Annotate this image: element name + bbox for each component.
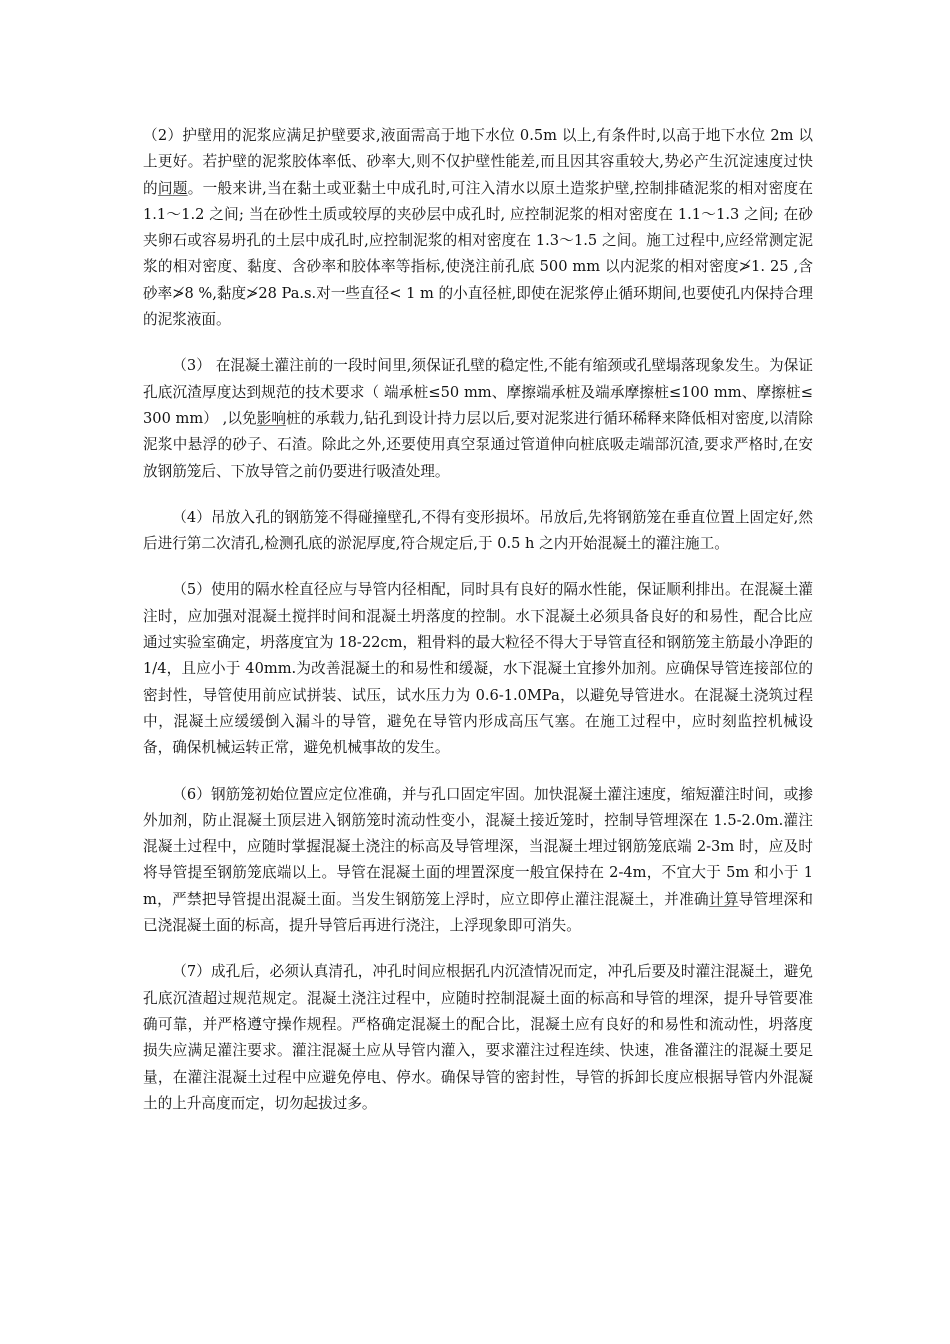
p6-text-1: （6）钢筋笼初始位置应定位准确，并与孔口固定牢固。加快混凝土灌注速度，缩短灌注时间，或掺外加剂，防止混凝土顶层进入钢筋笼时流动性变小，混凝土接近笼时，控制导管埋深在 1.5-2.0m.灌注混凝土过程中，应随时掌握混凝土浇注的标高及导管埋深，当混凝土埋过钢筋笼底端 2-3m 时，应及时将导管提至钢筋笼底端以上。导管在混凝土面的埋置深度一般宜保持在 2-4m，不宜大于 5m 和小于 1m，严禁把导管提出混凝土面。当发生钢筋笼上浮时，应立即停止灌注混凝土，并准确 [143, 785, 813, 908]
p7-text-1: （7）成孔后，必须认真清孔，冲孔时间应根据孔内沉渣情况而定，冲孔后要及时灌注混凝土，避免孔底沉渣超过规范规定。混凝土浇注过程中，应随时控制混凝土面的标高和导管的埋深，提升导管要准确可靠，并严格遵守操作规程。严格确定混凝土的配合比，混凝土应有良好的和易性和流动性，坍落度损失应满足灌注要求。灌注混凝土应从导管内灌入，要求灌注过程连续、快速，准备灌注的混凝土要足量，在灌注混凝土过程中应避免停电、停水。确保导管的密封性，导管的拆卸长度应根据导管内外混凝土的上升高度而定，切勿起拔过多。 [143, 963, 813, 1112]
link-jisuan[interactable]: 计算 [708, 890, 739, 908]
paragraph-2 [143, 123, 813, 333]
paragraph-4 [143, 505, 813, 558]
p5-text-1: （5）使用的隔水栓直径应与导管内径相配，同时具有良好的隔水性能，保证顺利排出。在混凝土灌注时，应加强对混凝土搅拌时间和混凝土坍落度的控制。水下混凝土必须具备良好的和易性，配合比应通过实验室确定，坍落度宜为 18-22cm，粗骨料的最大粒径不得大于导管直径和钢筋笼主筋最小净距的 1/4，且应小于 40mm.为改善混凝土的和易性和缓凝，水下混凝土宜掺外加剂。应确保导管连接部位的密封性，导管使用前应试拼装、试压，试水压力为 0.6-1.0MPa，以避免导管进水。在混凝土浇筑过程中，混凝土应缓缓倒入漏斗的导管，避免在导管内形成高压气塞。在施工过程中，应时刻监控机械设备，确保机械运转正常，避免机械事故的发生。 [143, 581, 813, 757]
p3-text-2: 桩的承载力,钻孔到设计持力层以后,要对泥浆进行循环稀释来降低相对密度,以清除泥浆中悬浮的砂子、石渣。除此之外,还要使用真空泵通过管道伸向桩底吸走端部沉渣,要求严格时,在安放钢筋笼后、下放导管之前仍要进行吸渣处理。 [143, 409, 813, 480]
p2-text-1: （2）护壁用的泥浆应满足护壁要求,液面需高于地下水位 0.5m 以上,有条件时,以高于地下水位 2m 以上更好。若护壁的泥浆胶体率低、砂率大,则不仅护壁性能差,而且因其容重较大,势必产生沉淀速度过快的 [143, 127, 813, 197]
p2-text-2: 。一般来讲,当在黏土或亚黏土中成孔时,可注入清水以原土造浆护壁,控制排碴泥浆的相对密度在 1.1～1.2 之间; 当在砂性土质或较厚的夹砂层中成孔时, 应控制泥浆的相对密度在 1.1～1.3 之间; 在砂夹卵石或容易坍孔的土层中成孔时,应控制泥浆的相对密度在 1.3～1.5 之间。施工过程中,应经常测定泥浆的相对密度、黏度、含砂率和胶体率等指标,使浇注前孔底 500 mm 以内泥浆的相对密度≯1. 25 ,含砂率≯8 %,黏度≯28 Pa.s.对一些直径< 1 m 的小直径桩,即使在泥浆停止循环期间,也要使孔内保持合理的泥浆液面。 [143, 179, 813, 329]
link-wenti[interactable]: 问题 [157, 179, 188, 197]
link-yingxiang[interactable]: 影响 [256, 409, 286, 427]
document-page [143, 123, 813, 1137]
paragraph-6 [143, 782, 813, 940]
paragraph-5 [143, 577, 813, 761]
p3-text-1: （3） 在混凝土灌注前的一段时间里,须保证孔壁的稳定性,不能有缩颈或孔壁塌落现象发生。为保证孔底沉渣厚度达到规范的技术要求（ 端承桩≤50 mm、摩擦端承桩及端承摩擦桩≤100 mm、摩擦桩≤300 mm） ,以免 [143, 357, 813, 427]
p4-text-1: （4）吊放入孔的钢筋笼不得碰撞壁孔,不得有变形损坏。吊放后,先将钢筋笼在垂直位置上固定好,然后进行第二次清孔,检测孔底的淤泥厚度,符合规定后,于 0.5 h 之内开始混凝土的灌注施工。 [143, 508, 813, 553]
paragraph-3 [143, 353, 813, 484]
paragraph-7 [143, 959, 813, 1117]
p6-text-2: 导管埋深和已浇混凝土面的标高，提升导管后再进行浇注，上浮现象即可消失。 [143, 890, 813, 935]
